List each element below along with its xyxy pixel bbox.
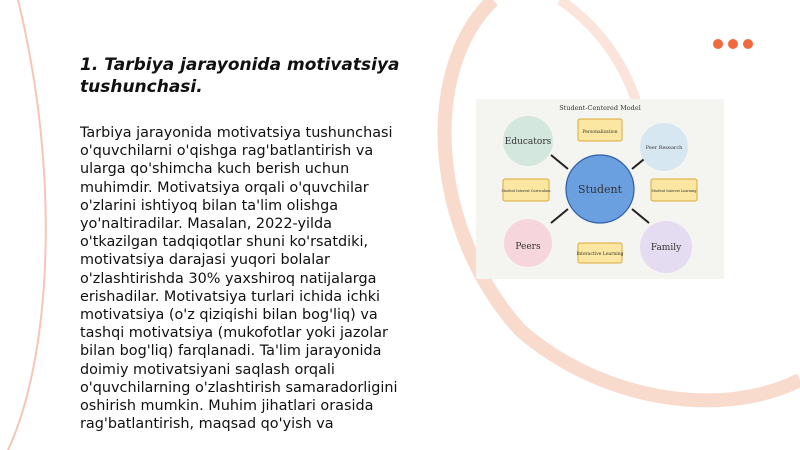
left-box-label: Student Interest Curriculum [501,189,551,193]
slide-title: 1. Tarbiya jarayonida motivatsiya tushunchasi. [80,55,400,97]
student-centered-model-figure [476,99,724,279]
figure-title: Student-Centered Model [559,104,641,112]
decorative-dots [713,39,753,49]
educators-label: Educators [504,137,552,147]
family-label: Family [650,243,682,253]
slide-body-text: Tarbiya jarayonida motivatsiya tushunchasi o'quvchilarni o'qishga rag'batlantirish va ularga qo'shimcha kuch berish uchun muhimdir. Motivatsiya orqali o'quvchilar o'zlarini ishtiyoq bilan ta'lim olishga yo'naltiradilar. Masalan, 2022-yilda o'tkazilgan tadqiqotlar shuni ko'rsatdiki, motivatsiya darajasi yuqori bolalar o'zlashtirishda 30% yaxshiroq natijalarga erishadilar. Motivatsiya turlari ichida ichki motivatsiya (o'z qiziqishi bilan bog'liq) va tashqi motivatsiya (mukofotlar yoki jazolar bilan bog'liq) farqlanadi. Ta'lim jarayonida doimiy motivatsiyani saqlash orqali o'quvchilarning o'zlashtirish samaradorligini oshirish mumkin. Muhim jihatlari orasida rag'batlantirish, maqsad qo'yish va [80,125,398,433]
personalization-label: Personalization [582,130,618,135]
dot [728,39,738,49]
peers-label: Peers [515,242,541,252]
interactive-learning-label: Interactive Learning [576,252,624,257]
dot [713,39,723,49]
right-box-label: Student Interest Learning [651,189,697,193]
peer-research-label: Peer Research [645,145,683,151]
dot [743,39,753,49]
student-label: Student [577,183,623,196]
